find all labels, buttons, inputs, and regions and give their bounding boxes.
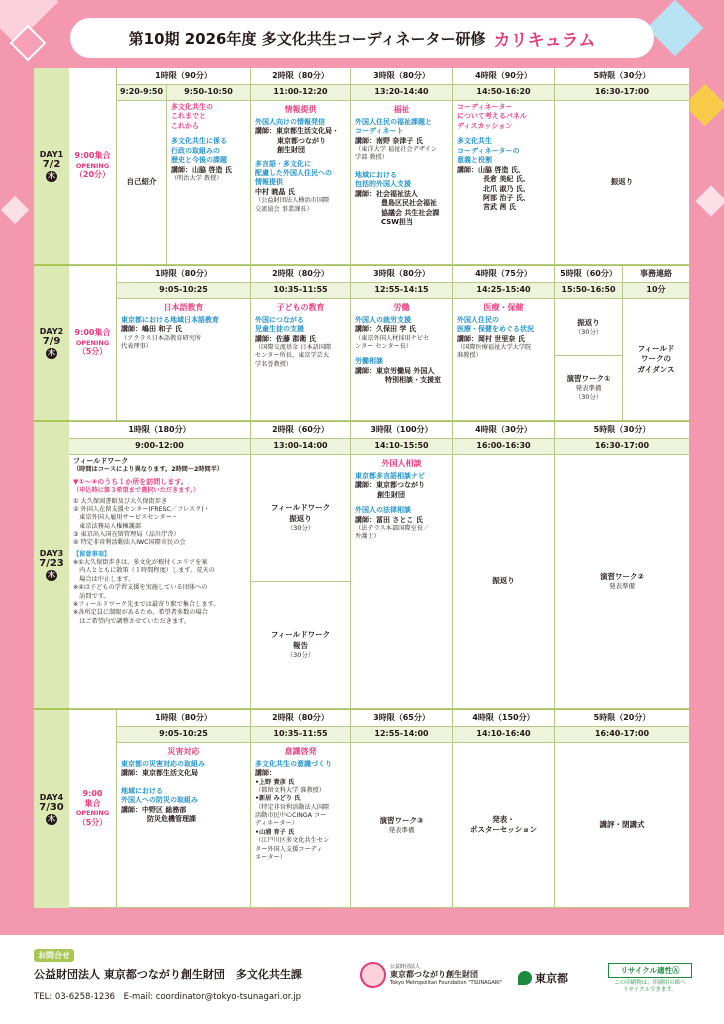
- day1-period4-header: 4時限（90分）: [453, 68, 555, 85]
- day-weekday: 木: [48, 172, 55, 180]
- day-date: 7/23: [39, 558, 64, 569]
- day1-period3-header: 3時限（80分）: [351, 68, 453, 85]
- day1-period4-time: 14:50-16:20: [453, 85, 555, 101]
- day1-period1-time-b: 9:50-10:50: [167, 85, 251, 101]
- day3-period4-header: 4時限（30分）: [453, 422, 555, 439]
- day4-period5-time: 16:40-17:00: [555, 727, 690, 743]
- day4-opening: 9:00 集合 OPENING （5分）: [69, 710, 117, 908]
- day2-period2-header: 2時限（80分）: [251, 266, 351, 283]
- day2-period5-time: 15:50-16:50: [555, 283, 623, 299]
- day1-period3-content: 福祉 外国人住民の福祉課題と コーディネート 講師：南野 奈津子 氏 （東洋大学 福祉社会デザイン 学部 教授） 地域における 包括的外国人支援 講師：社会福祉法人 豊島区民社会福祉 協議会 共生社会課 CSW担当: [351, 101, 453, 265]
- day2-period5-header: 5時限（60分）: [555, 266, 623, 283]
- page-title-accent: カリキュラム: [493, 30, 596, 51]
- day2-fieldwork-guidance: フィールド ワークの ガイダンス: [623, 299, 690, 421]
- recycle-mark: リサイクル適性Ⓐ この印刷物は、印刷用の紙へ リサイクルできます。: [608, 963, 692, 993]
- day4-period3-time: 12:55-14:00: [351, 727, 453, 743]
- day3-fieldwork-report: フィールドワーク 報告 （30分）: [251, 582, 351, 709]
- day1-reflection: 振返り: [555, 101, 690, 265]
- day4-exercise3: 演習ワーク③ 発表準備: [351, 743, 453, 908]
- day2-period3-content: 労働 外国人の就労支援 講師：久保田 学 氏 （東京外国人材採用ナビセ ンター センター長） 労働相談 講師：東京労働局 外国人 特別相談・支援室: [351, 299, 453, 421]
- day4-period5-header: 5時限（20分）: [555, 710, 690, 727]
- day2-exercise1: 演習ワーク① 発表準備 （30分）: [555, 356, 623, 421]
- contact-label: お問合せ: [34, 949, 74, 962]
- day3-period1-header: 1時限（180分）: [69, 422, 251, 439]
- day1-period1-time-a: 9:20-9:50: [117, 85, 167, 101]
- day-number: DAY4: [39, 793, 64, 802]
- org-contact[interactable]: TEL: 03-6258-1236 E-mail: coordinator@tokyo-tsunagari.or.jp: [34, 992, 301, 1002]
- day-weekday: 木: [48, 815, 55, 823]
- day1-label: [34, 68, 69, 264]
- day4-period2-header: 2時限（80分）: [251, 710, 351, 727]
- day2-period2-time: 10:35-11:55: [251, 283, 351, 299]
- day2-period1-content: 日本語教育 東京都における地域日本語教育 講師：嶋田 和子 氏 （アクラス日本語教育研究所 代表理事）: [117, 299, 251, 421]
- day3-period2-time: 13:00-14:00: [251, 439, 351, 455]
- curriculum-table: [34, 68, 690, 908]
- day4-period1-time: 9:05-10:25: [117, 727, 251, 743]
- day2-admin-time: 10分: [623, 283, 690, 299]
- day3-period3-header: 3時限（100分）: [351, 422, 453, 439]
- day4-period4-header: 4時限（150分）: [453, 710, 555, 727]
- day2-row: [34, 266, 690, 422]
- day1-period2-header: 2時限（80分）: [251, 68, 351, 85]
- day3-fieldwork: フィールドワーク （時間はコースにより異なります。2時間～2時間半） ▼①～④のうち１か所を訪問します。 （申込時に第３希望まで選択いただきます。） ① 大久保図書館及び大久保街歩き ② 外国人在留支援センター(FRESC／フレスク)・ 東京外国人雇用サービスセンター・ 東京法務局人権擁護部 ③ 東京出入国在留管理局（品川庁舎） ④ 特定非営利活動法人IWC国際市民の会 【留意事項】 ※①大久保街歩きは、多文化が根付くエリアを案 内人とともに散策（１時間程度）します。荒天の 場合は中止します。 ※④は子どもの学習支援を実施している団体への 訪問です。 ※フィールドワーク先までは最寄り駅で集合します。 ※各所定員に制限があるため、希望者多数の場合 はご希望内で調整させていただきます。: [69, 455, 251, 709]
- day3-period5-header: 5時限（30分）: [555, 422, 690, 439]
- day1-opening: 9:00集合 OPENING （20分）: [69, 68, 117, 265]
- day3-period1-time: 9:00-12:00: [69, 439, 251, 455]
- day2-reflection: 振返り （30分）: [555, 299, 623, 356]
- day-number: DAY1: [39, 150, 64, 159]
- day2-opening: 9:00集合 OPENING （5分）: [69, 266, 117, 421]
- day1-period1-header: 1時限（90分）: [117, 68, 251, 85]
- day-number: DAY2: [39, 327, 64, 336]
- day4-row: [34, 710, 690, 908]
- day4-period4-time: 14:10-16:40: [453, 727, 555, 743]
- day4-period2-content: 意識啓発 多文化共生の意識づくり 講師： •上野 貴彦 氏 （都留文科大学 准教授） •新居 みどり 氏 （特定非営利活動法人国際 活動市民中心CINGA コー ディネーター） •山浦 育子 氏 （江戸川区多文化共生セン ター外国人支援コーディ ネーター）: [251, 743, 351, 908]
- day3-label: [34, 422, 69, 708]
- day2-period1-time: 9:05-10:25: [117, 283, 251, 299]
- day4-period2-time: 10:35-11:55: [251, 727, 351, 743]
- day1-period2-content: 情報提供 外国人向けの情報発信 講師：東京都生活文化局・ 東京都つながり 創生財団 多言語・多文化に 配慮した外国人住民への 情報提供 中村 暁晶 氏 （公益財団法人横浜市国際 交流協会 事業課長）: [251, 101, 351, 265]
- day3-period2-header: 2時限（60分）: [251, 422, 351, 439]
- day1-row: [34, 68, 690, 266]
- day-date: 7/9: [42, 336, 61, 347]
- day-number: DAY3: [39, 549, 64, 558]
- day1-period1-content: 多文化共生の これまでと これから 多文化共生に係る 行政の取組みの 歴史と今後の課題 講師：山脇 啓造 氏 （明治大学 教授）: [167, 101, 251, 265]
- day1-period2-time: 11:00-12:20: [251, 85, 351, 101]
- foundation-logo: 公益財団法人 東京都つながり創生財団 Tokyo Metropolitan Foundation "TSUNAGARI": [360, 962, 502, 988]
- day2-period4-content: 医療・保健 外国人住民の 医療・保健をめぐる状況 講師：岡村 世里奈 氏 （国際医療福祉大学大学院 准教授）: [453, 299, 555, 421]
- tokyo-logo: 東京都: [518, 970, 568, 986]
- day2-label: [34, 266, 69, 420]
- day1-period5-header: 5時限（30分）: [555, 68, 690, 85]
- org-name: 公益財団法人 東京都つながり創生財団 多文化共生課: [34, 968, 302, 981]
- day4-label: [34, 710, 69, 908]
- day3-period3-time: 14:10-15:50: [351, 439, 453, 455]
- day-weekday: 木: [48, 571, 55, 579]
- day1-period3-time: 13:20-14:40: [351, 85, 453, 101]
- day3-reflection: 振返り: [453, 455, 555, 709]
- page-title: 第10期 2026年度 多文化共生コーディネーター研修: [128, 29, 486, 48]
- day2-period4-time: 14:25-15:40: [453, 283, 555, 299]
- tokyo-leaf-icon: [518, 971, 532, 985]
- day4-period1-header: 1時限（80分）: [117, 710, 251, 727]
- day3-period3-content: 外国人相談 東京都多言語相談ナビ 講師：東京都つながり 創生財団 外国人の法律相談 講師：冨田 さとこ 氏 （法テラス本部国際室長／ 弁護士）: [351, 455, 453, 709]
- day4-period1-content: 災害対応 東京都の災害対応の取組み 講師：東京都生活文化局 地域における 外国人への防災の取組み 講師：中野区 総務部 防災危機管理課: [117, 743, 251, 908]
- day-date: 7/2: [42, 159, 61, 170]
- day3-fieldwork-reflection: フィールドワーク 振返り （30分）: [251, 455, 351, 582]
- title-bar: [70, 18, 654, 58]
- foundation-emblem-icon: [360, 962, 386, 988]
- day1-self-intro: 自己紹介: [117, 101, 167, 265]
- day4-closing-ceremony: 講評・閉講式: [555, 743, 690, 908]
- day3-period5-time: 16:30-17:00: [555, 439, 690, 455]
- day3-period4-time: 16:00-16:30: [453, 439, 555, 455]
- day3-exercise2: 演習ワーク② 発表準備: [555, 455, 690, 709]
- day2-period4-header: 4時限（75分）: [453, 266, 555, 283]
- day2-period3-time: 12:55-14:15: [351, 283, 453, 299]
- day2-period3-header: 3時限（80分）: [351, 266, 453, 283]
- day1-period5-time: 16:30-17:00: [555, 85, 690, 101]
- day3-row: [34, 422, 690, 710]
- day1-period4-content: コーディネーター について考えるパネル ディスカッション 多文化共生 コーディネーターの 意義と役割 講師：山脇 啓造 氏、 長倉 美紀 氏、 北爪 淑乃 氏、 阿部 治子 氏、 宮武 茜 氏: [453, 101, 555, 265]
- day4-poster-session: 発表・ ポスターセッション: [453, 743, 555, 908]
- day4-period3-header: 3時限（65分）: [351, 710, 453, 727]
- day2-period2-content: 子どもの教育 外国につながる 児童生徒の支援 講師：佐藤 郡衛 氏 （国際交流基金 日本語国際 センター所長、東京学芸大 学名誉教授）: [251, 299, 351, 421]
- day2-period1-header: 1時限（80分）: [117, 266, 251, 283]
- day-weekday: 木: [48, 349, 55, 357]
- day-date: 7/30: [39, 802, 64, 813]
- day2-admin-header: 事務連絡: [623, 266, 690, 283]
